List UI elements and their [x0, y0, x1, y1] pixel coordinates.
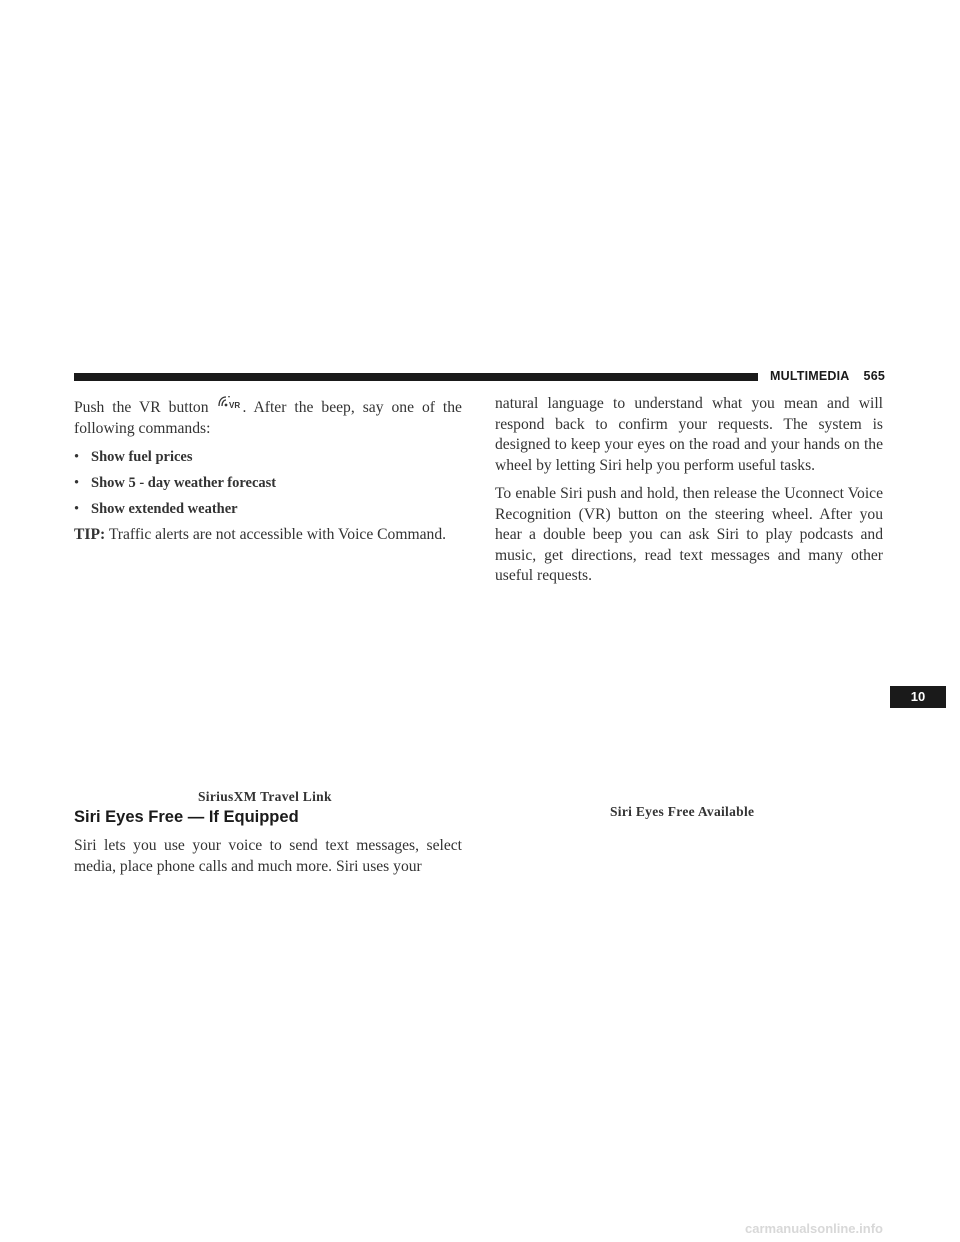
- intro-text-end: . After the beep, say one of the following commands:: [74, 399, 462, 437]
- list-item: • Show extended weather: [74, 501, 238, 517]
- list-item: • Show 5 - day weather forecast: [74, 475, 277, 491]
- left-column: [74, 394, 462, 546]
- right-column: [495, 394, 883, 587]
- page-header: [770, 369, 885, 383]
- right-paragraph-1: natural language to understand what you mean and will respond back to confirm your requests. The system is designed to keep your eyes on the road and your hands on the wheel by letting Siri help you perform useful tasks.: [495, 395, 883, 474]
- tip-paragraph: [74, 525, 462, 546]
- command-text: Show 5 - day weather forecast: [91, 475, 277, 491]
- intro-paragraph: [74, 394, 462, 439]
- page-number: 565: [863, 369, 886, 383]
- tip-text: Traffic alerts are not accessible with Voice Command.: [108, 526, 447, 543]
- watermark: carmanualsonline.info: [745, 1221, 883, 1236]
- intro-text-start: Push the VR button: [74, 399, 209, 416]
- section-title: Siri Eyes Free — If Equipped: [74, 808, 299, 826]
- command-text: Show fuel prices: [91, 449, 193, 465]
- figure-caption-travel-link: SiriusXM Travel Link: [198, 789, 332, 804]
- tip-label: TIP:: [74, 526, 106, 543]
- figure-caption-siri: Siri Eyes Free Available: [610, 804, 755, 819]
- command-list: [74, 447, 462, 519]
- left-column-lower: [74, 836, 462, 877]
- header-rule: [74, 373, 758, 381]
- right-paragraph-2: To enable Siri push and hold, then release the Uconnect Voice Recognition (VR) button on the steering wheel. After you hear a double beep you can ask Siri to play podcasts and music, get directions, read text messages and many other useful requests.: [495, 485, 883, 584]
- section-label: MULTIMEDIA: [770, 369, 850, 383]
- voice-recognition-icon: [217, 394, 243, 410]
- section-paragraph: Siri lets you use your voice to send text messages, select media, place phone calls and much more. Siri uses your: [74, 837, 462, 875]
- chapter-tab-badge: 10: [890, 686, 946, 708]
- svg-text:VR: VR: [228, 401, 240, 410]
- list-item: • Show fuel prices: [74, 449, 193, 465]
- command-text: Show extended weather: [91, 501, 238, 517]
